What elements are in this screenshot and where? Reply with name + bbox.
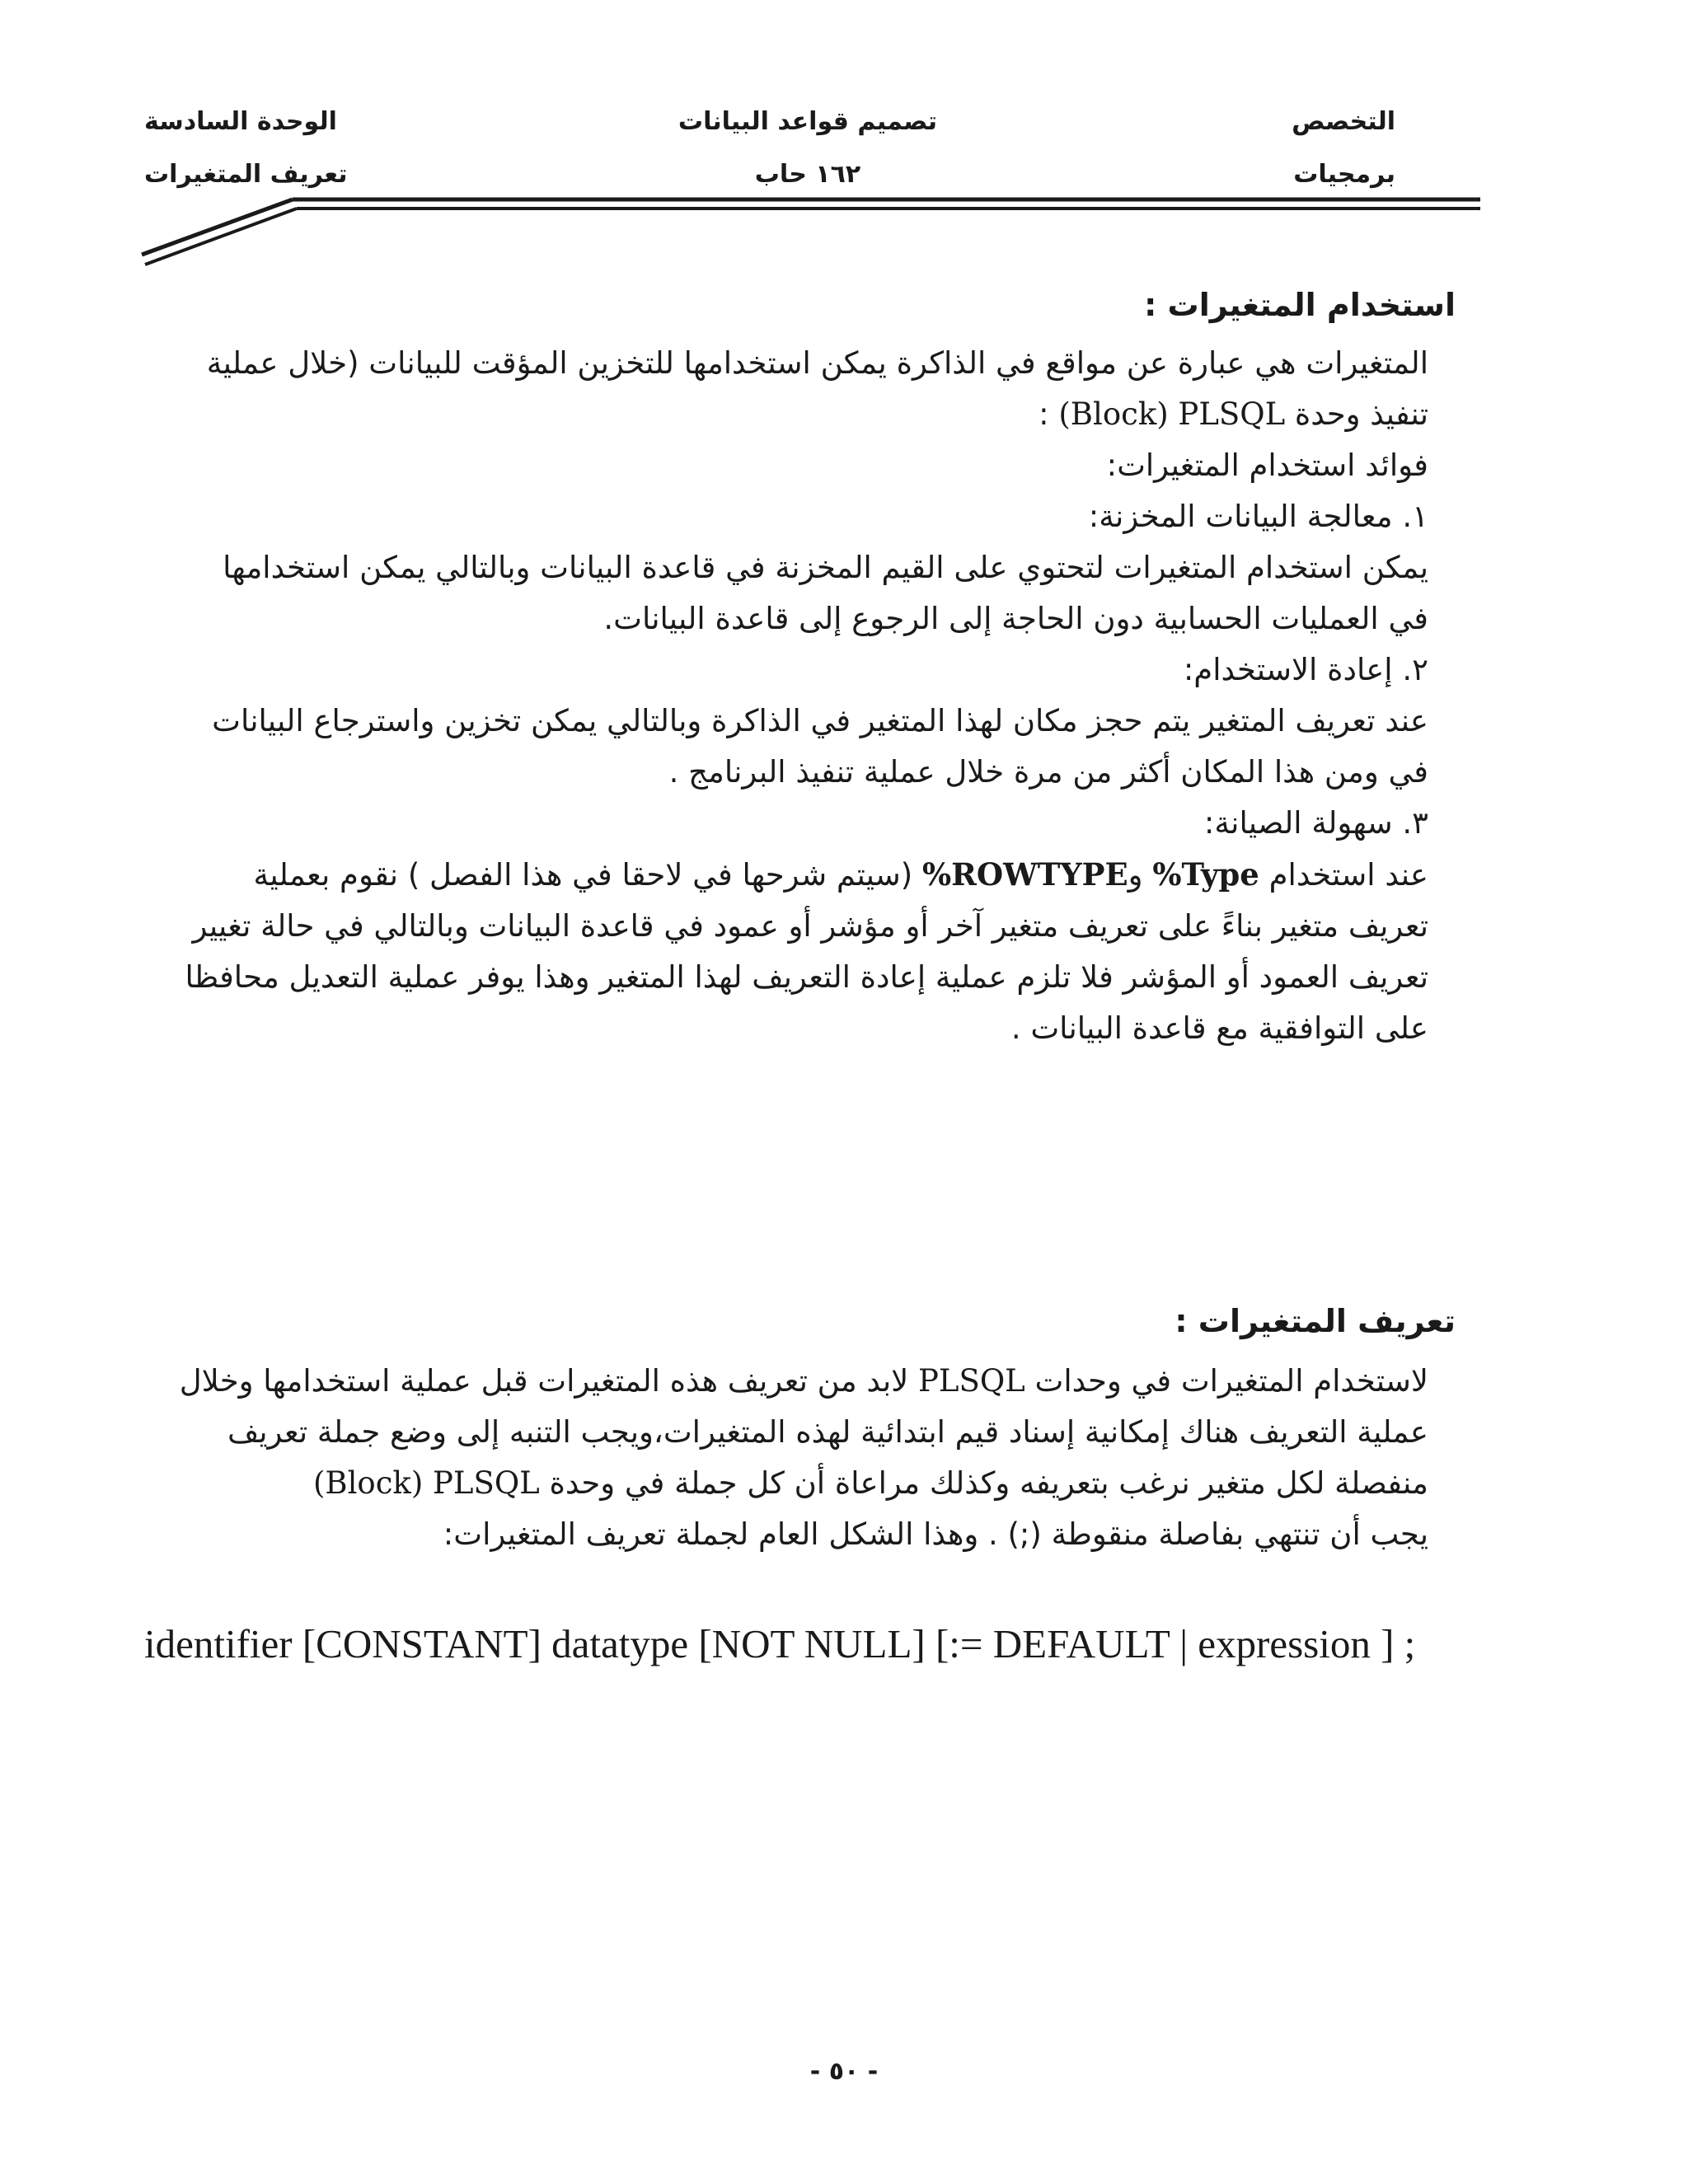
item3-line-1-a: عند استخدام <box>1268 857 1428 893</box>
section1-body <box>126 338 1428 1054</box>
header-unit-number: الوحدة السادسة <box>144 107 337 136</box>
item1-line-1: يمكن استخدام المتغيرات لتحتوي على القيم المخزنة في قاعدة البيانات وبالتالي يمكن استخدامها <box>223 550 1428 585</box>
def-line-2: عملية التعريف هناك إمكانية إسناد قيم ابتدائية لهذه المتغيرات،ويجب التنبه إلى وضع جملة تعريف <box>227 1414 1428 1450</box>
def-line-3-code: (Block) PLSQL <box>312 1465 540 1501</box>
def-line-3 <box>126 1458 1428 1509</box>
item3-title: ٣. سهولة الصيانة: <box>1203 805 1428 841</box>
intro-line-2-colon: : <box>1039 396 1049 432</box>
intro-line-2-ar: تنفيذ وحدة <box>1294 396 1428 432</box>
item2-line-2: في ومن هذا المكان أكثر من مرة خلال عملية تنفيذ البرنامج . <box>668 754 1428 790</box>
section-heading-defining-variables: تعريف المتغيرات : <box>1175 1303 1456 1339</box>
def-line-1-code: PLSQL <box>918 1363 1025 1399</box>
page-number: - ٥٠ - <box>809 2057 879 2086</box>
header-course-code: ١٦٢ حاب <box>754 160 861 189</box>
def-line-3-a: منفصلة لكل متغير نرغب بتعريفه وكذلك مراعاة أن كل جملة في وحدة <box>549 1465 1428 1501</box>
benefits-heading: فوائد استخدام المتغيرات: <box>1106 448 1428 483</box>
intro-line-1: المتغيرات هي عبارة عن مواقع في الذاكرة يمكن استخدامها للتخزين المؤقت للبيانات (خلال عملية <box>206 345 1428 381</box>
def-line-1-c: لابد من تعريف هذه المتغيرات قبل عملية استخدامها وخلال <box>179 1363 909 1399</box>
item2-title: ٢. إعادة الاستخدام: <box>1183 652 1428 687</box>
section-heading-using-variables: استخدام المتغيرات : <box>1144 287 1456 323</box>
header-course-title: تصميم قواعد البيانات <box>678 107 938 136</box>
item3-type-attr: %Type <box>1152 856 1259 893</box>
item3-line-2: تعريف متغير بناءً على تعريف متغير آخر أو مؤشر أو عمود في قاعدة البيانات وبالتالي في حالة تغيير <box>192 908 1428 944</box>
header-unit-title: تعريف المتغيرات <box>144 160 348 189</box>
item3-rowtype-attr: %ROWTYPE <box>922 856 1128 893</box>
item3-line-3: تعريف العمود أو المؤشر فلا تلزم عملية إعادة التعريف لهذا المتغير وهذا يوفر عملية التعديل محافظا <box>185 959 1428 995</box>
header-specialization-label: التخصص <box>1292 107 1395 136</box>
item3-line-1-and: و <box>1128 857 1143 893</box>
item1-title: ١. معالجة البيانات المخزنة: <box>1088 499 1428 534</box>
item3-line-1-e: (سيتم شرحها في لاحقا في هذا الفصل ) نقوم بعملية <box>253 857 913 893</box>
item2-line-1: عند تعريف المتغير يتم حجز مكان لهذا المتغير في الذاكرة وبالتالي يمكن تخزين واسترجاع البيانات <box>212 703 1428 738</box>
def-line-1 <box>126 1356 1428 1407</box>
header-specialization-value: برمجيات <box>1293 160 1395 189</box>
item3-line-1 <box>126 849 1428 901</box>
header-rule <box>132 185 1484 268</box>
item3-line-4: على التوافقية مع قاعدة البيانات . <box>1010 1010 1428 1046</box>
item1-line-2: في العمليات الحسابية دون الحاجة إلى الرجوع إلى قاعدة البيانات. <box>603 601 1428 636</box>
def-line-4: يجب أن تنتهي بفاصلة منقوطة (;) . وهذا الشكل العام لجملة تعريف المتغيرات: <box>443 1516 1428 1552</box>
intro-line-2-code: (Block) PLSQL <box>1058 396 1286 432</box>
def-line-1-a: لاستخدام المتغيرات في وحدات <box>1034 1363 1428 1399</box>
intro-line-2 <box>126 389 1428 440</box>
section2-body <box>126 1356 1428 1560</box>
variable-declaration-syntax: identifier [CONSTANT] datatype [NOT NULL] [:= DEFAULT | expression ] ; <box>144 1621 1416 1666</box>
